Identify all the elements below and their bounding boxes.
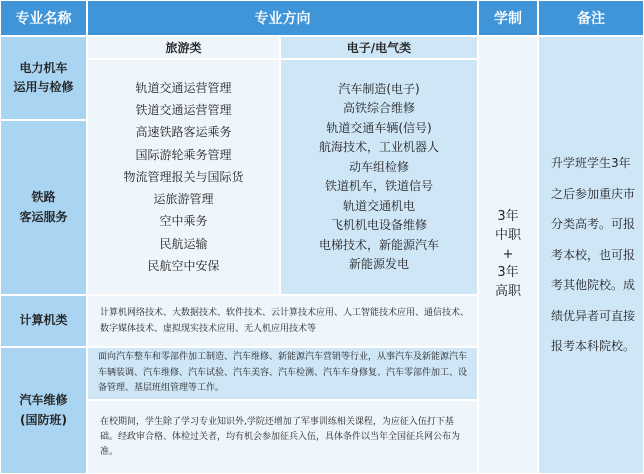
computer-majors-text: 计算机网络技术、大数据技术、软件技术、云计算技术应用、人工智能技术应用、通信技术、数字媒体技术、虚拟现实技术应用、无人机应用技术等 [100, 308, 470, 334]
tourism-major-item: 国际游轮乘务管理 [135, 147, 232, 162]
electronics-major-item: 轨道交通机电 [342, 198, 415, 213]
row-name-auto-repair-label: 汽车维修 (国防班) [19, 393, 68, 427]
tourism-major-item: 铁道交通运营管理 [135, 102, 232, 117]
duration-line: 高职 [494, 284, 521, 300]
remark-text: 升学班学生3年之后参加重庆市分类高考。可报考本校，也可报考其他院校。成绩优异者可直接报考本科院校。 [551, 156, 636, 354]
tourism-major-item: 民航空中安保 [147, 259, 220, 274]
row-name-electric-locomotive-label: 电力机车 运用与检修 [13, 60, 74, 94]
duration-line: 中职 [494, 227, 521, 243]
row-name-auto-repair [0, 347, 87, 474]
remark-cell [538, 36, 644, 474]
electronics-major-item: 汽车制造(电子) [338, 81, 420, 96]
tourism-major-item: 空中乘务 [159, 214, 208, 229]
defense-class-description-cell [87, 400, 478, 474]
tourism-major-item: 运旅游管理 [153, 192, 214, 207]
electronics-major-item: 铁道机车，铁道信号 [324, 179, 433, 193]
computer-majors-cell [87, 295, 478, 347]
duration-line: 3年 [497, 208, 519, 224]
header-major-direction: 专业方向 [87, 0, 478, 36]
auto-repair-description-cell [87, 347, 478, 400]
tourism-major-item: 物流管理报关与国际货 [123, 169, 244, 184]
tourism-major-item: 高速铁路客运乘务 [135, 125, 232, 140]
subheader-electronics: 电子/电气类 [280, 36, 478, 59]
defense-class-description-text: 在校期间，学生除了学习专业知识外,学院还增加了军事训练相关课程，为应征入伍打下基础。经政审合格、体检过关者，均有机会参加征兵入伍，具体条件以当年全国征兵网公布为准。 [100, 416, 461, 457]
electronics-major-item: 飞机机电设备维修 [330, 218, 427, 232]
electronics-major-item: 航海技术，工业机器人 [318, 140, 439, 154]
header-major-name: 专业名称 [0, 0, 87, 36]
row-name-computer-label: 计算机类 [19, 313, 68, 328]
electronics-major-item: 轨道交通车辆(信号) [326, 120, 432, 135]
header-duration: 学制 [478, 0, 538, 36]
row-name-railway-passenger-label: 铁路 客运服务 [19, 190, 68, 224]
duration-cell [478, 36, 538, 474]
electronics-list [280, 59, 478, 295]
tourism-major-item: 民航运输 [159, 236, 208, 251]
auto-repair-description-text: 面向汽车整车和零部件加工制造、汽车维修、新能源汽车营销等行业，从事汽车及新能源汽车车辆装调、汽车维修、汽车试验、汽车美容、汽车检测、汽车车身修复、汽车零部件加工、设备管理、基层班组管理等工作。 [98, 352, 468, 394]
electronics-major-item: 动车组检修 [348, 159, 409, 174]
row-name-railway-passenger [0, 120, 87, 295]
electronics-major-item: 电梯技术，新能源汽车 [318, 237, 439, 252]
row-name-electric-locomotive [0, 36, 87, 120]
subheader-tourism: 旅游类 [87, 36, 280, 59]
duration-line: + [502, 246, 514, 262]
electronics-major-item: 高铁综合维修 [342, 101, 415, 115]
header-remark: 备注 [538, 0, 644, 36]
duration-line: 3年 [497, 265, 519, 281]
tourism-list [87, 59, 280, 295]
electronics-major-item: 新能源发电 [348, 257, 409, 271]
row-name-computer [0, 295, 87, 347]
tourism-major-item: 轨道交通运营管理 [135, 80, 232, 95]
